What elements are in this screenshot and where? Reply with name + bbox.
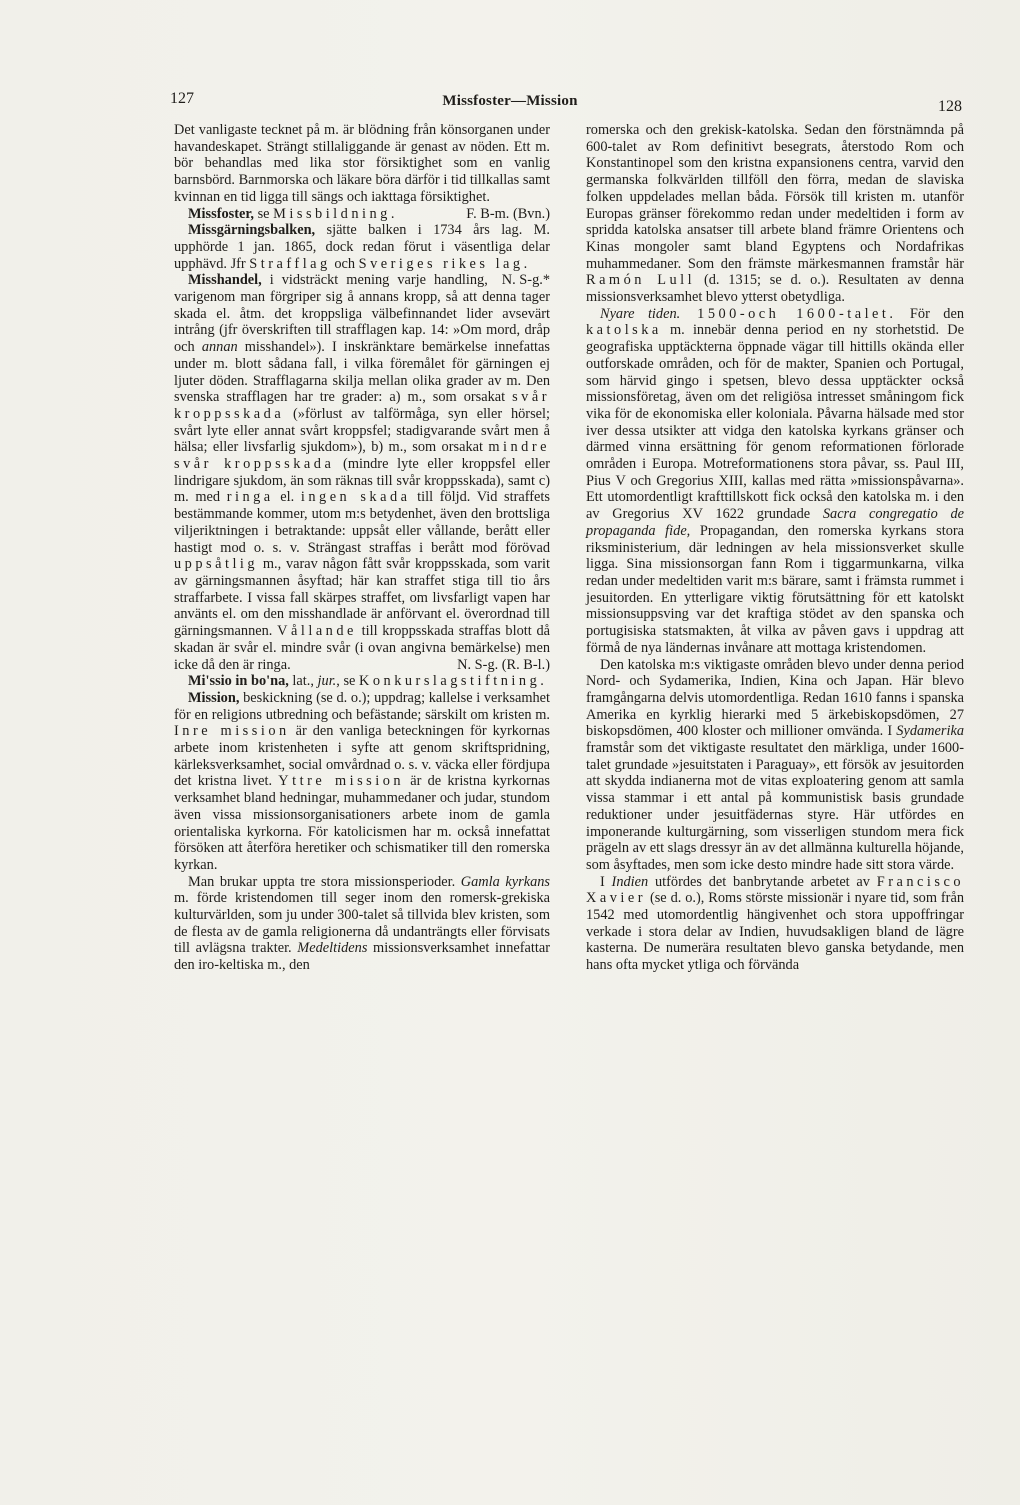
author-signature: N. S-g. (R. B-l.)	[457, 656, 550, 673]
entry-text: i vidsträckt mening varje handling, varigenom man förgriper sig å annans kropp, så att denna tager skada el. åtm. det kroppsliga välbefinnandet lider avsevärt intrång (jfr överskriften till strafflagen kap. 14: »Om mord, dråp och	[174, 272, 550, 356]
entry-text: m., varav någon fått svår kroppsskada, som varit av gärningsmannen åsyftad; här kan straffet stiga till tio års straffarbete. I vissa fall skärpes straffet, om livsfarligt vapen har använts el. om den misshandlade är anförvant el. överordnad till gärningsmannen.	[174, 556, 550, 640]
italic-text: Medeltidens	[297, 940, 368, 957]
page-number-left: 127	[170, 90, 194, 107]
entry-text: sjätte balken i 1734 års lag. M. upphörde 1 jan. 1865, dock redan förut i väsentliga delar upphävd. Jfr	[174, 222, 550, 272]
author-signature: N. S-g.*	[501, 272, 550, 289]
entry-text: Man brukar uppta tre stora missionsperioder.	[188, 873, 461, 890]
entry-text: I	[600, 873, 612, 890]
entry-text: är de kristna kyrkornas verksamhet bland hedningar, muhammedaner och judar, stundom även vissa missionsorganisationers arbete inom de gamla orientaliska kyrkorna. För katolicismen har m. också innefattat försöken att återföra heretiker och schismatiker till den romerska kyrkan.	[174, 773, 550, 873]
spaced-term: Inre mission	[174, 723, 290, 740]
spaced-term: ingen skada	[300, 489, 411, 506]
entry-text: framstår som det viktigaste resultatet den märkliga, under 1600-talet grundade »jesuitstaten i Paraguay», ett försök av jesuitorden att skydda indianerna mot de vitas exploatering genom att samla vissa stammar i ett antal på kommunistisk basis grundade reduktioner under jesuitfädernas styre. Här utfördes en imponerande kulturgärning, som visserligen stundom mera fick prägeln av ett slags dressyr än av det allmänna kulturella höjande, som åsyftades, men som icke desto mindre hade sitt stora värde.	[586, 740, 964, 873]
entry-text: (mindre lyte eller kroppsfel eller lindrigare sjukdom, än som räknas till svår kroppsskada), samt c) m. med	[174, 456, 550, 506]
entry-headword: Mi'ssio in bo'na,	[188, 673, 289, 690]
entry-headword: Missfoster,	[188, 205, 254, 222]
entry-text: , se	[336, 673, 359, 690]
spaced-term: svår kroppsskada	[174, 389, 550, 422]
author-signature: F. B-m. (Bvn.)	[466, 205, 550, 222]
italic-text: Gamla kyrkans	[460, 873, 550, 890]
entry-text: misshandel»). I inskränktare bemärkelse innefattas under m. blott sådana fall, i vilka föremålet för gärningen ej ljuter döden. Strafflagarna skilja mellan olika grader av m. Den svenska strafflagen har tre grader: a) m., som orsakat	[174, 339, 550, 406]
spaced-term: uppsåtlig	[174, 556, 259, 573]
entry-text: romerska och den grekisk-katolska. Sedan den förstnämnda på 600-talet av Rom definitivt besegrats, återstodo Rom och Konstantinopel som den kristna expansionens centra, varvid den germanska folkvärlden tillföll den förra, medan de slaviska folken uppdelades mellan båda. Försök till kristen m. utanför Europas gränser förekommo redan under medeltiden i form av spridda katolska ansatser till arbete bland främre Orientens och Kinas mongoler samt bland Egyptens och Nordafrikas muhammedaner. Som den främste märkesmannen framstår här	[586, 122, 964, 272]
entry-text: m. innebär denna period en ny storhetstid. De geografiska upptäckterna öppnade vägar till hittills okända eller outforskade områden, och för de makter, Spanien och Portugal, som härvid gingo i spetsen, blevo dessa upptäckter också missionsföretag, även om det religiösa intresset småningom fick vika för de ekonomiska eller koloniala. Påvarna hälsade med stor iver dessa utsikter att vidga den katolska kyrkans gränser och därmed vinna ersättning för genom reformationen förlorade områden i Europa. Motreformationens stora påvar, ss. Paul III, Pius V och Gregorius XIII, kallas med rätta »missionspåvarna». Ett utomordentligt krafttillskott fick också den katolska m. i den av Gregorius XV 1622 grundade	[586, 322, 964, 523]
entry-text: till kroppsskada straffas blott då skadan är svår el. mindre svår (i ovan angivna bemärkelse) men icke då den är ringa.	[174, 623, 550, 673]
italic-text: annan	[201, 339, 238, 356]
entry-headword: Mission,	[188, 689, 240, 706]
entry-text: el.	[273, 489, 301, 506]
entry-text: .	[523, 255, 528, 272]
entry-text: .	[390, 205, 395, 222]
entry-text: utfördes det banbrytande arbetet av	[648, 873, 877, 890]
spaced-term: 1500-och 1600-talet.	[680, 305, 897, 322]
entry-text: Den katolska m:s viktigaste områden blevo under denna period Nord- och Sydamerika, Indien, Kina och Japan. Här blevo framgångarna delvis utomordentliga. Redan 1610 fanns i spanska Amerika en kyrklig hierarki med 5 ärkebiskopsdömen, 27 biskopsdömen, 400 kloster och millioner omvända. I	[586, 656, 964, 740]
cross-reference: Missbildning	[273, 205, 391, 222]
italic-text: Nyare tiden.	[600, 305, 681, 322]
spaced-term: katolska	[586, 322, 662, 339]
entry-misshandel	[174, 272, 550, 673]
cross-reference: Sveriges rikes lag	[358, 255, 524, 272]
spaced-term: Francisco Xavier	[586, 873, 964, 907]
spaced-term: ringa	[226, 489, 274, 506]
entry-text: beskickning (se d. o.); uppdrag; kallelse i verksamhet för en religions utbredning och befästande; särskilt om kristen m.	[174, 689, 550, 723]
italic-text: Indien	[611, 873, 649, 890]
entry-text: är den vanliga beteckningen för kyrkornas arbete inom kristenheten i syfte att genom skriftspridning, kärleksverksamhet, social omvårdnad o. s. v. väcka eller fördjupa det kristna livet.	[174, 723, 550, 790]
cross-reference: Konkurslagstiftning	[359, 673, 541, 690]
right-column	[586, 122, 964, 974]
entry-text: (se d. o.), Roms störste missionär i nyare tid, som från 1542 med utomordentlig hängivenhet och stora uppoffringar verkade i stora delar av Indien, huvudsakligen bland de lägre kasterna. De numerära resultaten blevo ganska betydande, men hans ofta mycket ytliga och förvända	[586, 890, 964, 974]
medieval-mission-paragraph	[586, 122, 964, 306]
entry-mission	[174, 690, 550, 874]
cross-reference: Strafflag	[249, 255, 331, 272]
spaced-term: Yttre mission	[278, 773, 405, 790]
italic-text: Sacra congregatio de propaganda fide,	[586, 506, 964, 539]
italic-text: jur.	[317, 673, 337, 690]
entry-missio-in-bona	[174, 673, 550, 690]
catholic-areas-paragraph	[586, 657, 964, 874]
entry-text: missionsverksamhet innefattar den iro-keltiska m., den	[174, 940, 550, 974]
entry-text: och	[330, 255, 359, 272]
entry-text: (d. 1315; se d. o.). Resultaten av denna missionsverksamhet blevo ytterst obetydliga.	[586, 272, 964, 306]
india-paragraph	[586, 874, 964, 974]
entry-text: Det vanligaste tecknet på m. är blödning från könsorganen under havandeskapet. Strängt stillaliggande är genast av nöden. Ett m. bör behandlas med lika stor försiktighet som en vanlig barnsbörd. Barnmorska och läkare böra därför i tid tillkallas samt kvinnan en tid ligga till sängs och iakttaga försiktighet.	[174, 122, 550, 205]
mission-periods-paragraph	[174, 874, 550, 974]
italic-text: Sydamerika	[896, 723, 964, 740]
spaced-term: Ramón Lull	[586, 272, 696, 289]
entry-text: (»förlust av talförmåga, syn eller hörsel; svårt lyte eller annat svårt kroppsfel; stadigvarande svårt men å hälsa; eller livsfarlig sjukdom»), b) m., som orsakat	[174, 405, 550, 456]
entry-text: Propagandan, den romerska kyrkans stora riksministerium, där ledningen av hela missionsverket skulle ligga. Sina missionsorgan fann Rom i tiggarmunkarna, vilka redan under medeltiden varit m:s bärare, samt i främsta rummet i jesuitorden. En ytterligare viktig förutsättning för ett katolskt missionsuppsving var det kraftiga stödet av den spanska och portugisiska statsmakten, åt vilka av påven gavs i uppdrag att förmå de nya ländernas invånare att mottaga kristendomen.	[586, 522, 965, 656]
entry-headword: Misshandel,	[188, 272, 262, 289]
entry-text: se	[254, 205, 274, 222]
running-header: Missfoster—Mission	[442, 93, 578, 109]
entry-text: till följd. Vid straffets bestämmande kommer, utom m:s betydenhet, även den brottsliga viljeriktningen i betraktande: uppsåt eller vållande, berått eller hastigt mod o. s. v. Strängast straffas i berått mod förövad	[174, 489, 550, 556]
entry-headword: Missgärningsbalken,	[188, 222, 316, 239]
entry-text: För den	[896, 305, 964, 322]
entry-text: m. förde kristendomen till seger inom den romersk-grekiska kulturvärlden, som ju under 300-talet så tillvida blev kristen, som de flesta av de gamla religionerna då undanträngts eller förvisats till avlägsna trakter.	[174, 890, 550, 957]
left-column	[174, 122, 550, 974]
spaced-term: mindre svår kroppsskada	[174, 439, 550, 473]
entry-text: .	[540, 673, 544, 690]
entry-text: lat.,	[288, 673, 318, 690]
spaced-term: Vållande	[277, 623, 357, 640]
page-number-right: 128	[938, 98, 962, 115]
modern-era-paragraph	[586, 306, 964, 657]
